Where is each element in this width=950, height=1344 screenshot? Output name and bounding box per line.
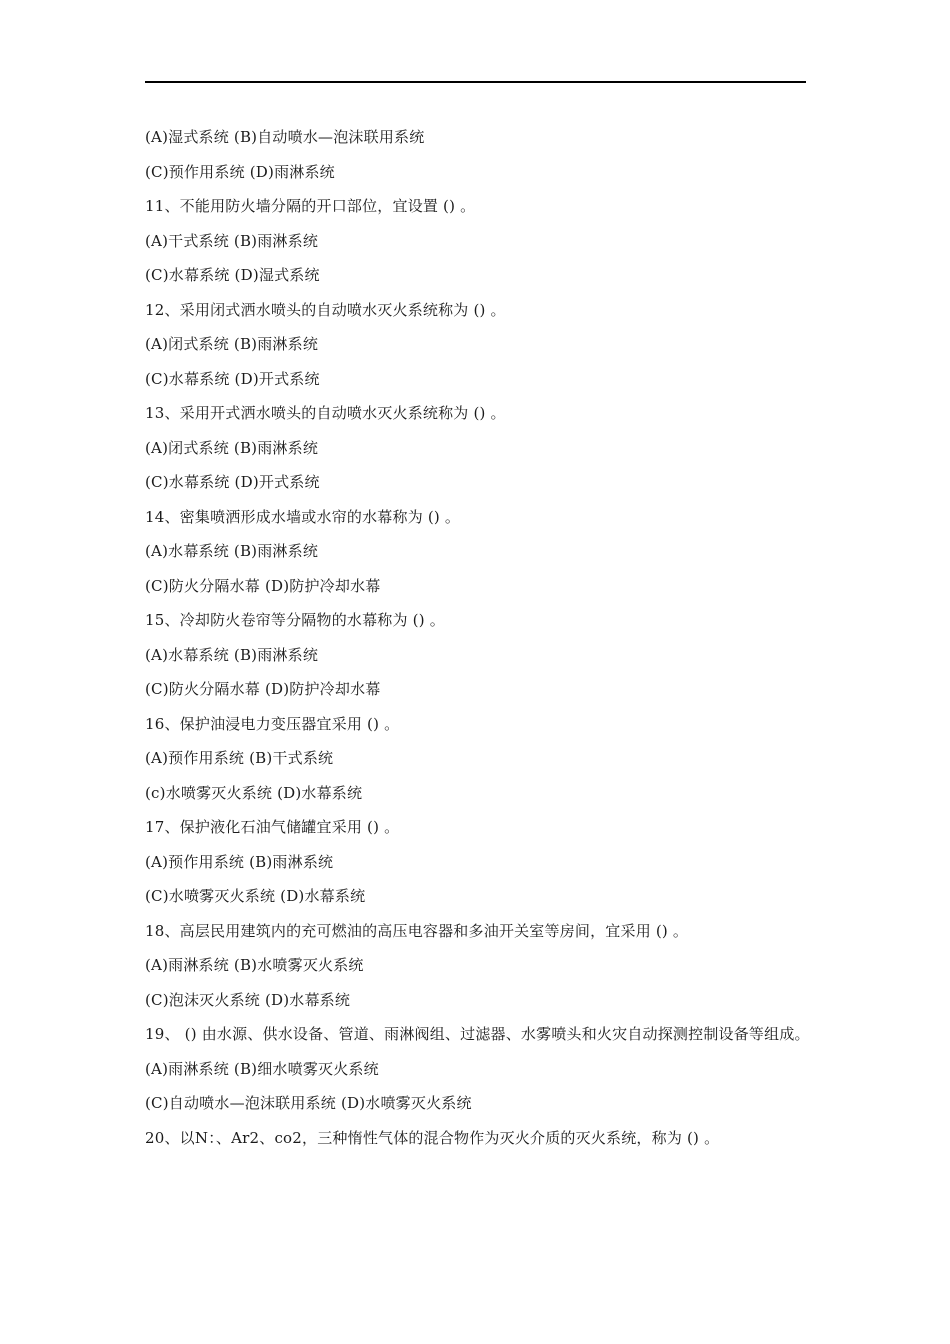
document-body — [145, 120, 810, 1155]
option-line: (A)预作用系统 (B)雨淋系统 — [145, 852, 334, 871]
header-rule — [145, 81, 806, 83]
question-14: 14、密集喷洒形成水墙或水帘的水幕称为 () 。 — [145, 507, 461, 526]
option-line: (C)防火分隔水幕 (D)防护冷却水幕 — [145, 576, 381, 595]
option-line: (C)水幕系统 (D)湿式系统 — [145, 266, 320, 284]
question-11: 11、不能用防火墙分隔的开口部位，宜设置 () 。 — [145, 197, 476, 215]
option-line: (A)水幕系统 (B)雨淋系统 — [145, 645, 319, 664]
question-17: 17、保护液化石油气储罐宜采用 () 。 — [145, 818, 400, 836]
question-15: 15、冷却防火卷帘等分隔物的水幕称为 () 。 — [145, 611, 445, 629]
question-18: 18、高层民用建筑内的充可燃油的高压电容器和多油开关室等房间，宜采用 () 。 — [145, 921, 689, 940]
option-line: (A)湿式系统 (B)自动喷水—泡沫联用系统 — [145, 128, 425, 146]
option-line: (A)雨淋系统 (B)水喷雾灭火系统 — [145, 956, 364, 974]
option-line: (C)自动喷水—泡沫联用系统 (D)水喷雾灭火系统 — [145, 1094, 472, 1112]
question-12: 12、采用闭式洒水喷头的自动喷水灭火系统称为 () 。 — [145, 300, 506, 319]
option-line: (A)预作用系统 (B)干式系统 — [145, 749, 334, 767]
option-line: (C)水喷雾灭火系统 (D)水幕系统 — [145, 887, 366, 905]
option-line: (C)水幕系统 (D)开式系统 — [145, 473, 320, 491]
option-line: (A)水幕系统 (B)雨淋系统 — [145, 542, 319, 560]
option-line: (A)干式系统 (B)雨淋系统 — [145, 231, 319, 250]
question-13: 13、采用开式洒水喷头的自动喷水灭火系统称为 () 。 — [145, 404, 506, 422]
option-line: (A)闭式系统 (B)雨淋系统 — [145, 335, 319, 353]
option-line: (c)水喷雾灭火系统 (D)水幕系统 — [145, 783, 363, 802]
option-line: (A)闭式系统 (B)雨淋系统 — [145, 438, 319, 457]
option-line: (C)防火分隔水幕 (D)防护冷却水幕 — [145, 680, 381, 698]
option-line: (A)雨淋系统 (B)细水喷雾灭火系统 — [145, 1059, 379, 1078]
option-line: (C)泡沫灭火系统 (D)水幕系统 — [145, 990, 351, 1009]
option-line: (C)预作用系统 (D)雨淋系统 — [145, 162, 335, 181]
option-line: (C)水幕系统 (D)开式系统 — [145, 369, 320, 388]
question-16: 16、保护油浸电力变压器宜采用 () 。 — [145, 714, 400, 733]
question-19: 19、 () 由水源、供水设备、管道、雨淋阀组、过滤器、水雾喷头和火灾自动探测控制设备等组成。 — [145, 1025, 810, 1043]
question-20: 20、以N：、Ar2、co2，三种惰性气体的混合物作为灭火介质的灭火系统，称为 () 。 — [145, 1128, 720, 1147]
